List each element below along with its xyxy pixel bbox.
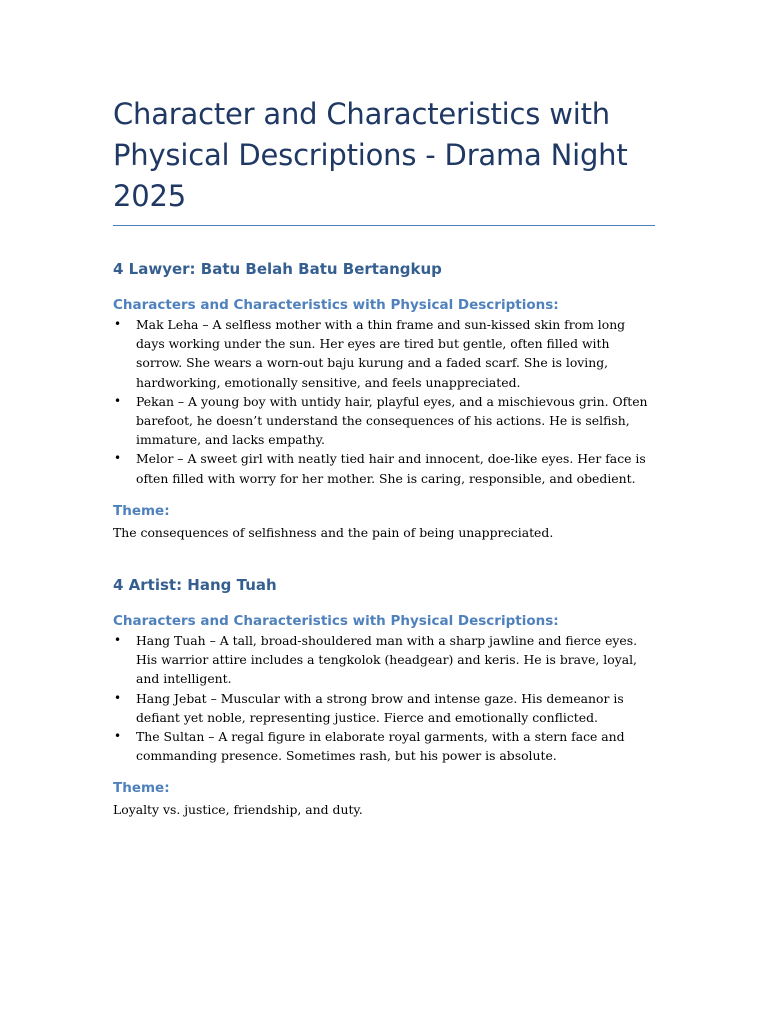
theme-heading-lawyer: Theme: [113, 502, 170, 519]
title-divider [113, 225, 655, 226]
character-description: Hang Jebat – Muscular with a strong brow and intense gaze. His demeanor is defiant yet noble, representing justice. Fierce and emotionally conflicted. [136, 690, 624, 725]
character-description: Pekan – A young boy with untidy hair, playful eyes, and a mischievous grin. Often barefoot, he doesn’t understand the consequences of his actions. He is selfish, immature, and lacks empathy. [136, 393, 648, 448]
bullet-icon: • [114, 729, 122, 744]
section-heading-lawyer: 4 Lawyer: Batu Belah Batu Bertangkup [113, 260, 442, 278]
bullet-icon: • [114, 451, 122, 466]
document-page [113, 94, 655, 820]
list-item [113, 315, 655, 392]
bullet-icon: • [114, 690, 122, 705]
theme-text-artist: Loyalty vs. justice, friendship, and duty. [113, 802, 363, 818]
character-description: The Sultan – A regal figure in elaborate royal garments, with a stern face and commanding presence. Sometimes rash, but his power is absolute. [136, 729, 625, 764]
list-item [113, 727, 655, 765]
theme-text-lawyer: The consequences of selfishness and the pain of being unappreciated. [113, 524, 554, 540]
character-list-lawyer [113, 315, 655, 488]
list-item [113, 449, 655, 487]
character-description: Hang Tuah – A tall, broad-shouldered man with a sharp jawline and fierce eyes. His warrior attire includes a tengkolok (headgear) and keris. He is brave, loyal, and intelligent. [136, 633, 638, 687]
section-heading-artist: 4 Artist: Hang Tuah [113, 576, 277, 595]
theme-heading-artist: Theme: [113, 780, 170, 797]
characters-heading-lawyer: Characters and Characteristics with Physical Descriptions: [113, 297, 559, 313]
list-item [113, 689, 655, 727]
character-description: Mak Leha – A selfless mother with a thin frame and sun-kissed skin from long days working under the sun. Her eyes are tired but gentle, often filled with sorrow. She wears a worn-out baju kurung and a faded scarf. She is loving, hardworking, emotionally sensitive, and feels unappreciated. [136, 317, 626, 390]
bullet-icon: • [114, 393, 122, 408]
document-title: Character and Characteristics with Physical Descriptions - Drama Night 2025 [113, 97, 628, 213]
character-description: Melor – A sweet girl with neatly tied hair and innocent, doe-like eyes. Her face is often filled with worry for her mother. She is caring, responsible, and obedient. [136, 451, 646, 486]
character-list-artist [113, 631, 655, 765]
list-item [113, 392, 655, 450]
bullet-icon: • [114, 317, 122, 331]
characters-heading-artist: Characters and Characteristics with Physical Descriptions: [113, 613, 559, 630]
bullet-icon: • [114, 633, 122, 648]
list-item [113, 631, 655, 689]
